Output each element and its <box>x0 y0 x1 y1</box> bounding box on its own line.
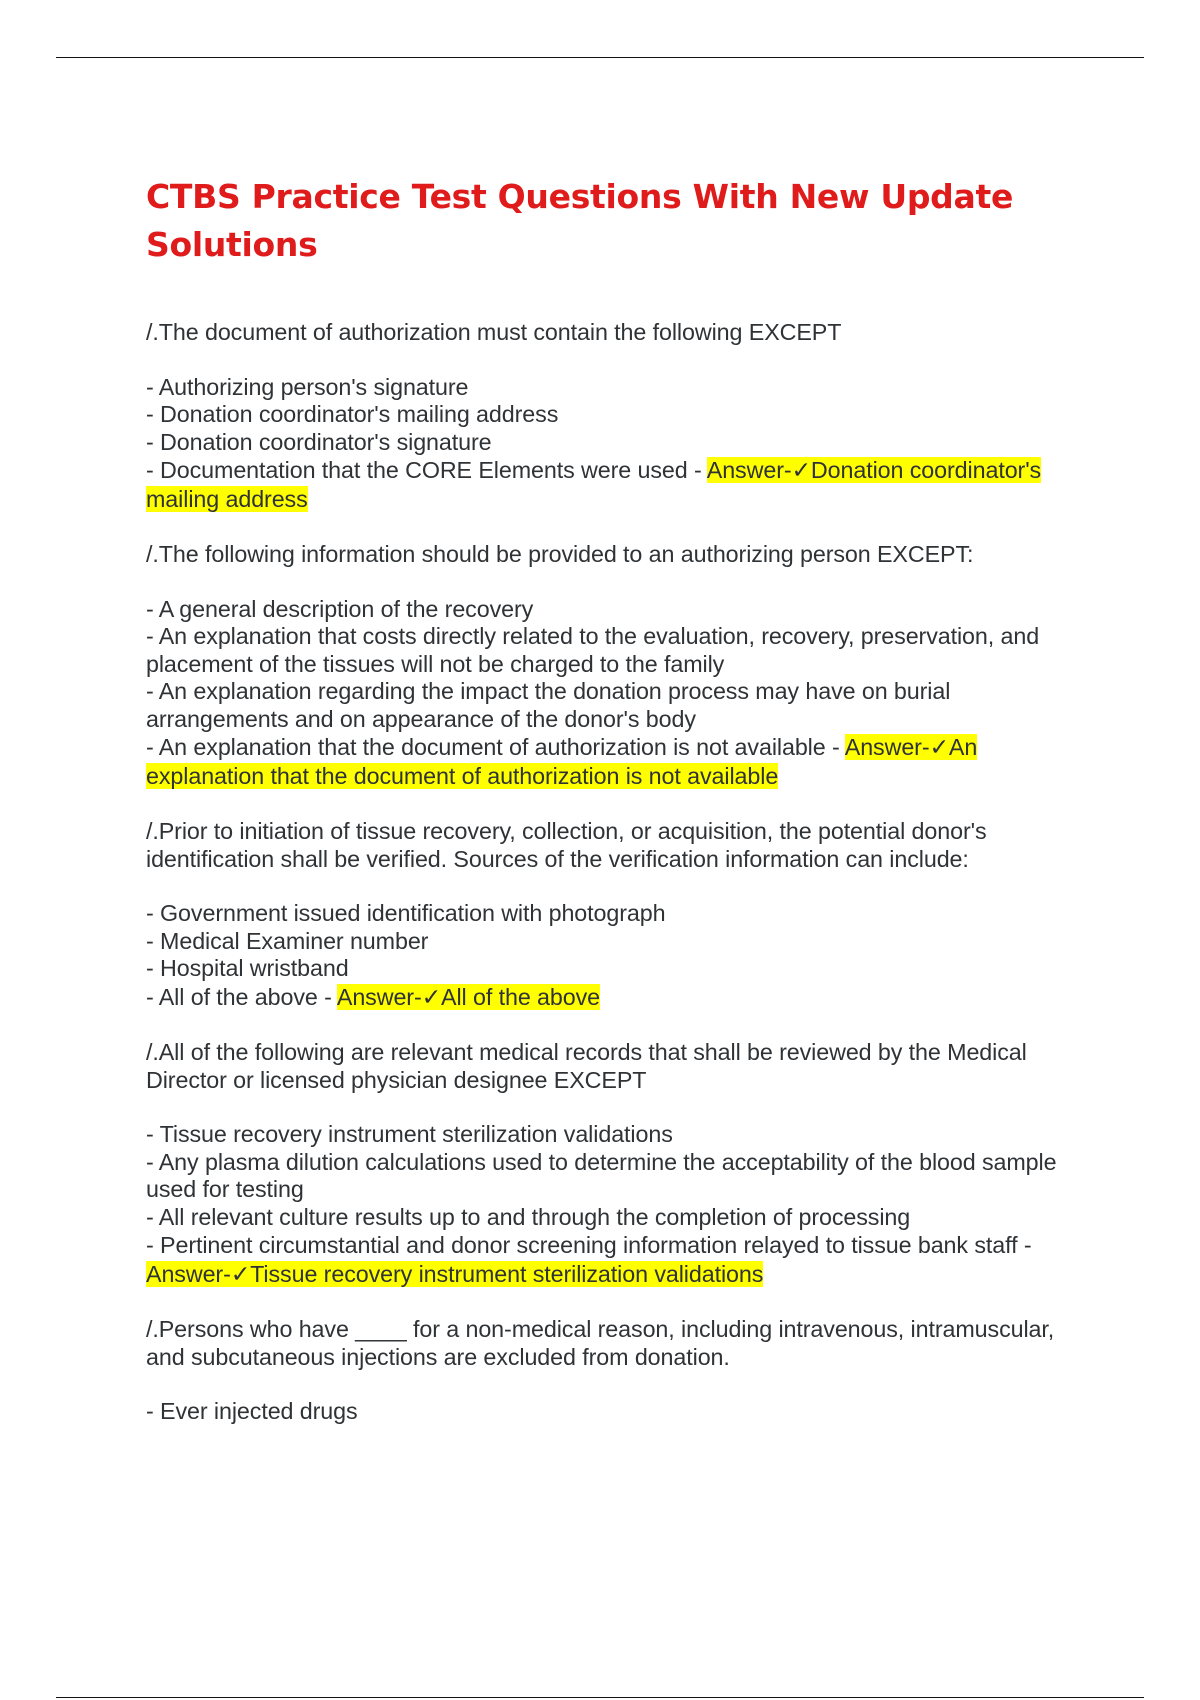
option: - A general description of the recovery <box>146 595 534 622</box>
option: - Medical Examiner number <box>146 927 429 954</box>
option-text: - Pertinent circumstantial and donor screening information relayed to tissue bank staff - <box>146 1232 1032 1258</box>
option-with-answer <box>146 1231 1096 1288</box>
option: - Government issued identification with photograph <box>146 900 666 926</box>
option: - Donation coordinator's signature <box>146 428 492 455</box>
option: - All relevant culture results up to and through the completion of processing <box>146 1203 911 1230</box>
page-title-line-1: CTBS Practice Test Questions With New Update <box>146 177 1014 216</box>
question-5 <box>146 1316 1096 1426</box>
page-title <box>146 173 1096 269</box>
option-text: - All of the above - <box>146 983 337 1010</box>
answer-highlight: Answer-✓An explanation that the document of authorization is not available <box>146 734 978 789</box>
option-with-answer <box>146 456 1096 513</box>
option: - Authorizing person's signature <box>146 373 469 400</box>
option: - An explanation regarding the impact the donation process may have on burial arrangements and on appearance of the donor's body <box>146 678 951 732</box>
answer-highlight: Answer-✓Donation coordinator's mailing address <box>146 457 1042 512</box>
top-rule <box>56 57 1144 58</box>
option: - Ever injected drugs <box>146 1398 358 1424</box>
document-body <box>146 173 1096 1454</box>
question-text: /.Persons who have ____ for a non-medical reason, including intravenous, intramuscular, and subcutaneous injections are excluded from donation. <box>146 1316 1055 1370</box>
page-title-line-2: Solutions <box>146 225 318 264</box>
option: - Any plasma dilution calculations used to determine the acceptability of the blood sample used for testing <box>146 1148 1057 1202</box>
answer-highlight: Answer-✓All of the above <box>336 983 601 1010</box>
option-text: - Documentation that the CORE Elements were used - <box>146 457 707 483</box>
question-3 <box>146 818 1096 1011</box>
question-text: /.All of the following are relevant medical records that shall be reviewed by the Medical Director or licensed physician designee EXCEPT <box>146 1039 1027 1093</box>
option-text: - An explanation that the document of authorization is not available - <box>146 734 845 760</box>
question-4 <box>146 1039 1096 1288</box>
question-1 <box>146 319 1096 513</box>
option-with-answer <box>146 983 1096 1012</box>
question-2 <box>146 541 1096 790</box>
question-text: /.The document of authorization must contain the following EXCEPT <box>146 319 842 345</box>
option: - Hospital wristband <box>146 955 349 981</box>
question-text: /.Prior to initiation of tissue recovery, collection, or acquisition, the potential donor's identification shall be verified. Sources of the verification information can include: <box>146 818 987 872</box>
option: - An explanation that costs directly related to the evaluation, recovery, preservation, and placement of the tissues will not be charged to the family <box>146 623 1040 677</box>
answer-highlight: Answer-✓Tissue recovery instrument sterilization validations <box>146 1260 764 1287</box>
option: - Donation coordinator's mailing address <box>146 401 559 427</box>
bottom-rule <box>56 1697 1144 1698</box>
question-text: /.The following information should be provided to an authorizing person EXCEPT: <box>146 541 974 567</box>
option-with-answer <box>146 733 1096 790</box>
option: - Tissue recovery instrument sterilization validations <box>146 1121 673 1147</box>
